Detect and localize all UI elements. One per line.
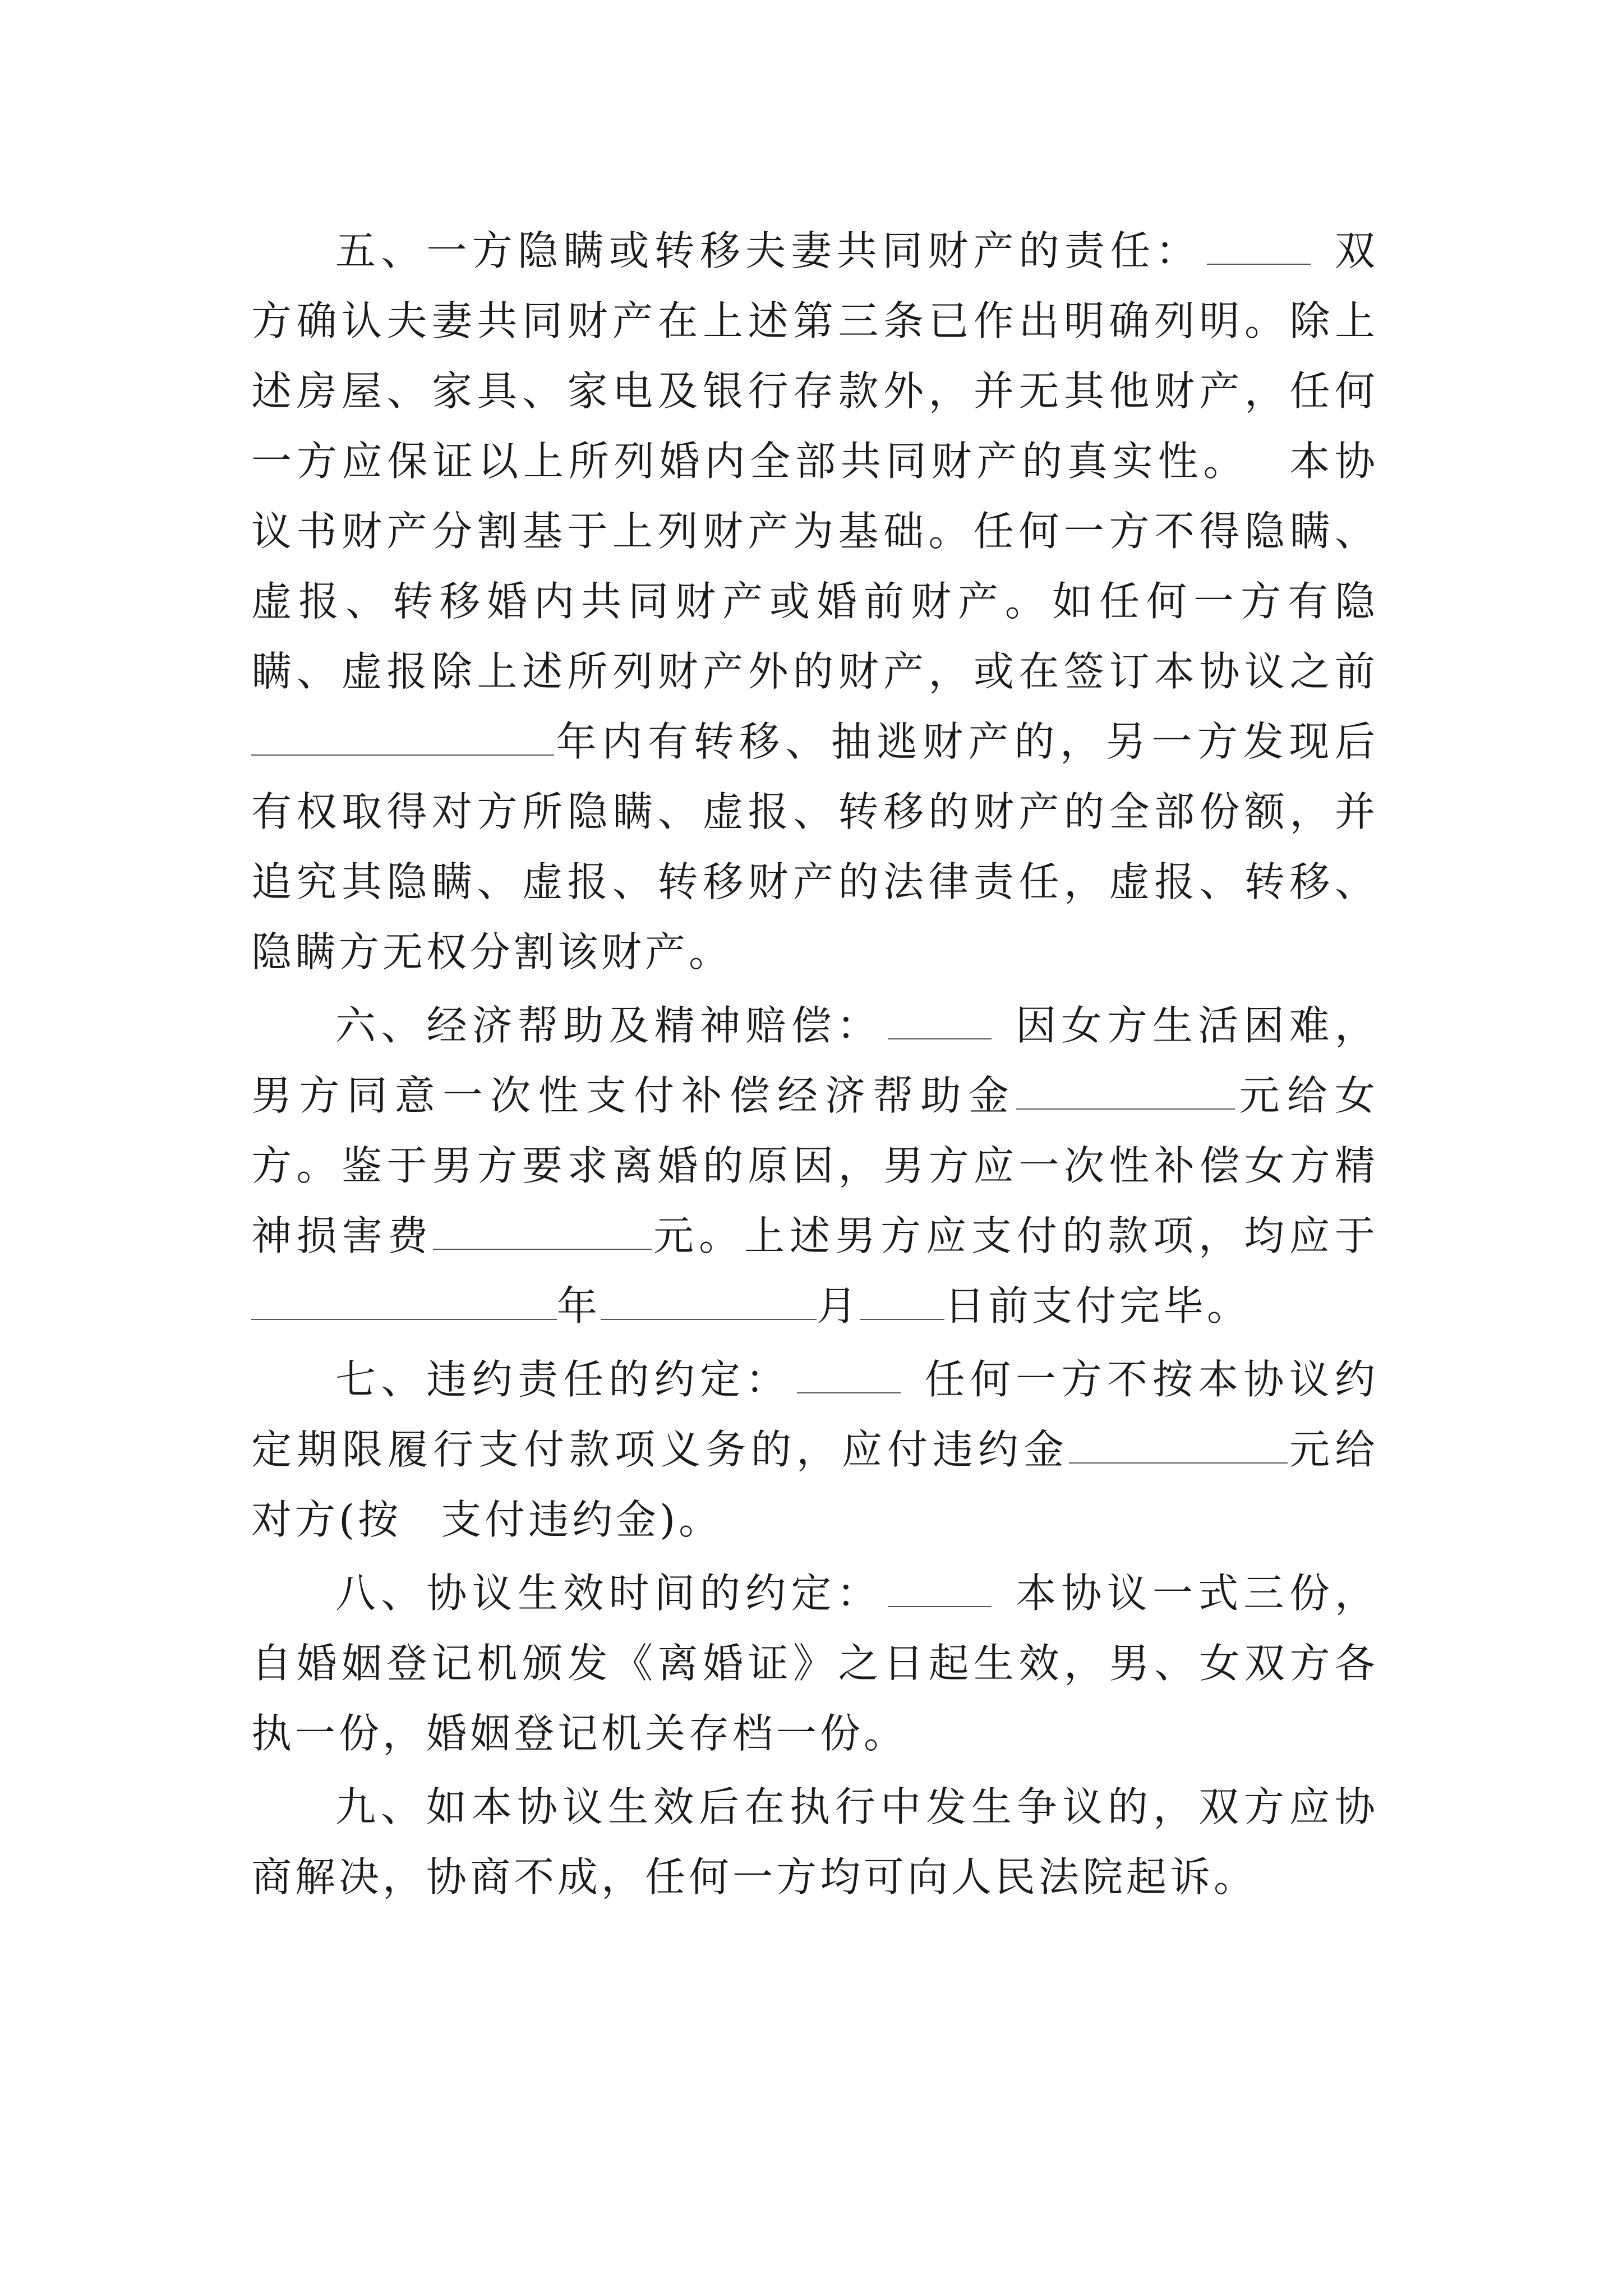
blank-line xyxy=(797,1353,901,1393)
blank-line xyxy=(433,1209,652,1250)
blank-line xyxy=(1016,1069,1235,1110)
section-eight xyxy=(251,1558,1378,1769)
section-six-day: 日前支付完毕。 xyxy=(944,1282,1251,1329)
blank-line xyxy=(251,715,554,756)
blank-line xyxy=(888,1567,992,1607)
section-seven-text-3: 支付违约金)。 xyxy=(441,1496,723,1543)
blank-line xyxy=(1207,224,1311,265)
section-seven xyxy=(251,1345,1378,1555)
section-eight-heading: 八、协议生效时间的约定： xyxy=(335,1570,882,1617)
section-six-text-2: 元给女方。鉴于男方要求离婚的原因，男方应一次性补偿女方精神损害费 xyxy=(251,1072,1378,1259)
section-nine xyxy=(251,1772,1378,1912)
section-six-year: 年 xyxy=(557,1282,601,1329)
blank-line xyxy=(601,1280,817,1320)
section-five-text-1: 双方确认夫妻共同财产在上述第三条已作出明确列明。除上述房屋、家具、家电及银行存款外，并无其他财产，任何一方应保证以上所列婚内全部共同财产的真实性。 xyxy=(251,227,1378,485)
blank-line xyxy=(860,1280,944,1320)
document-body xyxy=(251,216,1378,1916)
section-six-month: 月 xyxy=(817,1282,861,1329)
section-five-text-3: 年内有转移、抽逃财产的，另一方发现后有权取得对方所隐瞒、虚报、转移的财产的全部份额，并追究其隐瞒、虚报、转移财产的法律责任，虚报、转移、隐瞒方无权分割该财产。 xyxy=(251,718,1378,976)
section-seven-text-1: 任何一方不按本协议约定期限履行支付款项义务的，应付违约金 xyxy=(251,1356,1378,1473)
blank-line xyxy=(251,1280,557,1320)
blank-line xyxy=(1069,1423,1288,1464)
section-nine-text: 九、如本协议生效后在执行中发生争议的，双方应协商解决，协商不成，任何一方均可向人民法院起诉。 xyxy=(251,1783,1378,1901)
section-six-text-3: 元。上述男方应支付的款项，均应于 xyxy=(652,1212,1378,1259)
section-six-text-1: 因女方生活困难，男方同意一次性支付补偿经济帮助金 xyxy=(251,1002,1378,1119)
section-seven-text-2: 元给对方(按 xyxy=(251,1426,1378,1543)
section-five-text-2: 本协议书财产分割基于上列财产为基础。任何一方不得隐瞒、虚报、转移婚内共同财产或婚前财产。如任何一方有隐瞒、虚报除上述所列财产外的财产，或在签订本协议之前 xyxy=(251,438,1378,695)
section-five xyxy=(251,216,1378,987)
blank-line xyxy=(888,999,992,1039)
section-six-heading: 六、经济帮助及精神赔偿： xyxy=(335,1002,882,1049)
section-eight-text-1: 本协议一式三份，自婚姻登记机颁发《离婚证》之日起生效，男、女双方各执一份，婚姻登记机关存档一份。 xyxy=(251,1570,1378,1757)
section-six xyxy=(251,991,1378,1341)
section-seven-heading: 七、违约责任的约定： xyxy=(335,1356,791,1403)
section-five-heading: 五、一方隐瞒或转移夫妻共同财产的责任： xyxy=(335,227,1201,274)
